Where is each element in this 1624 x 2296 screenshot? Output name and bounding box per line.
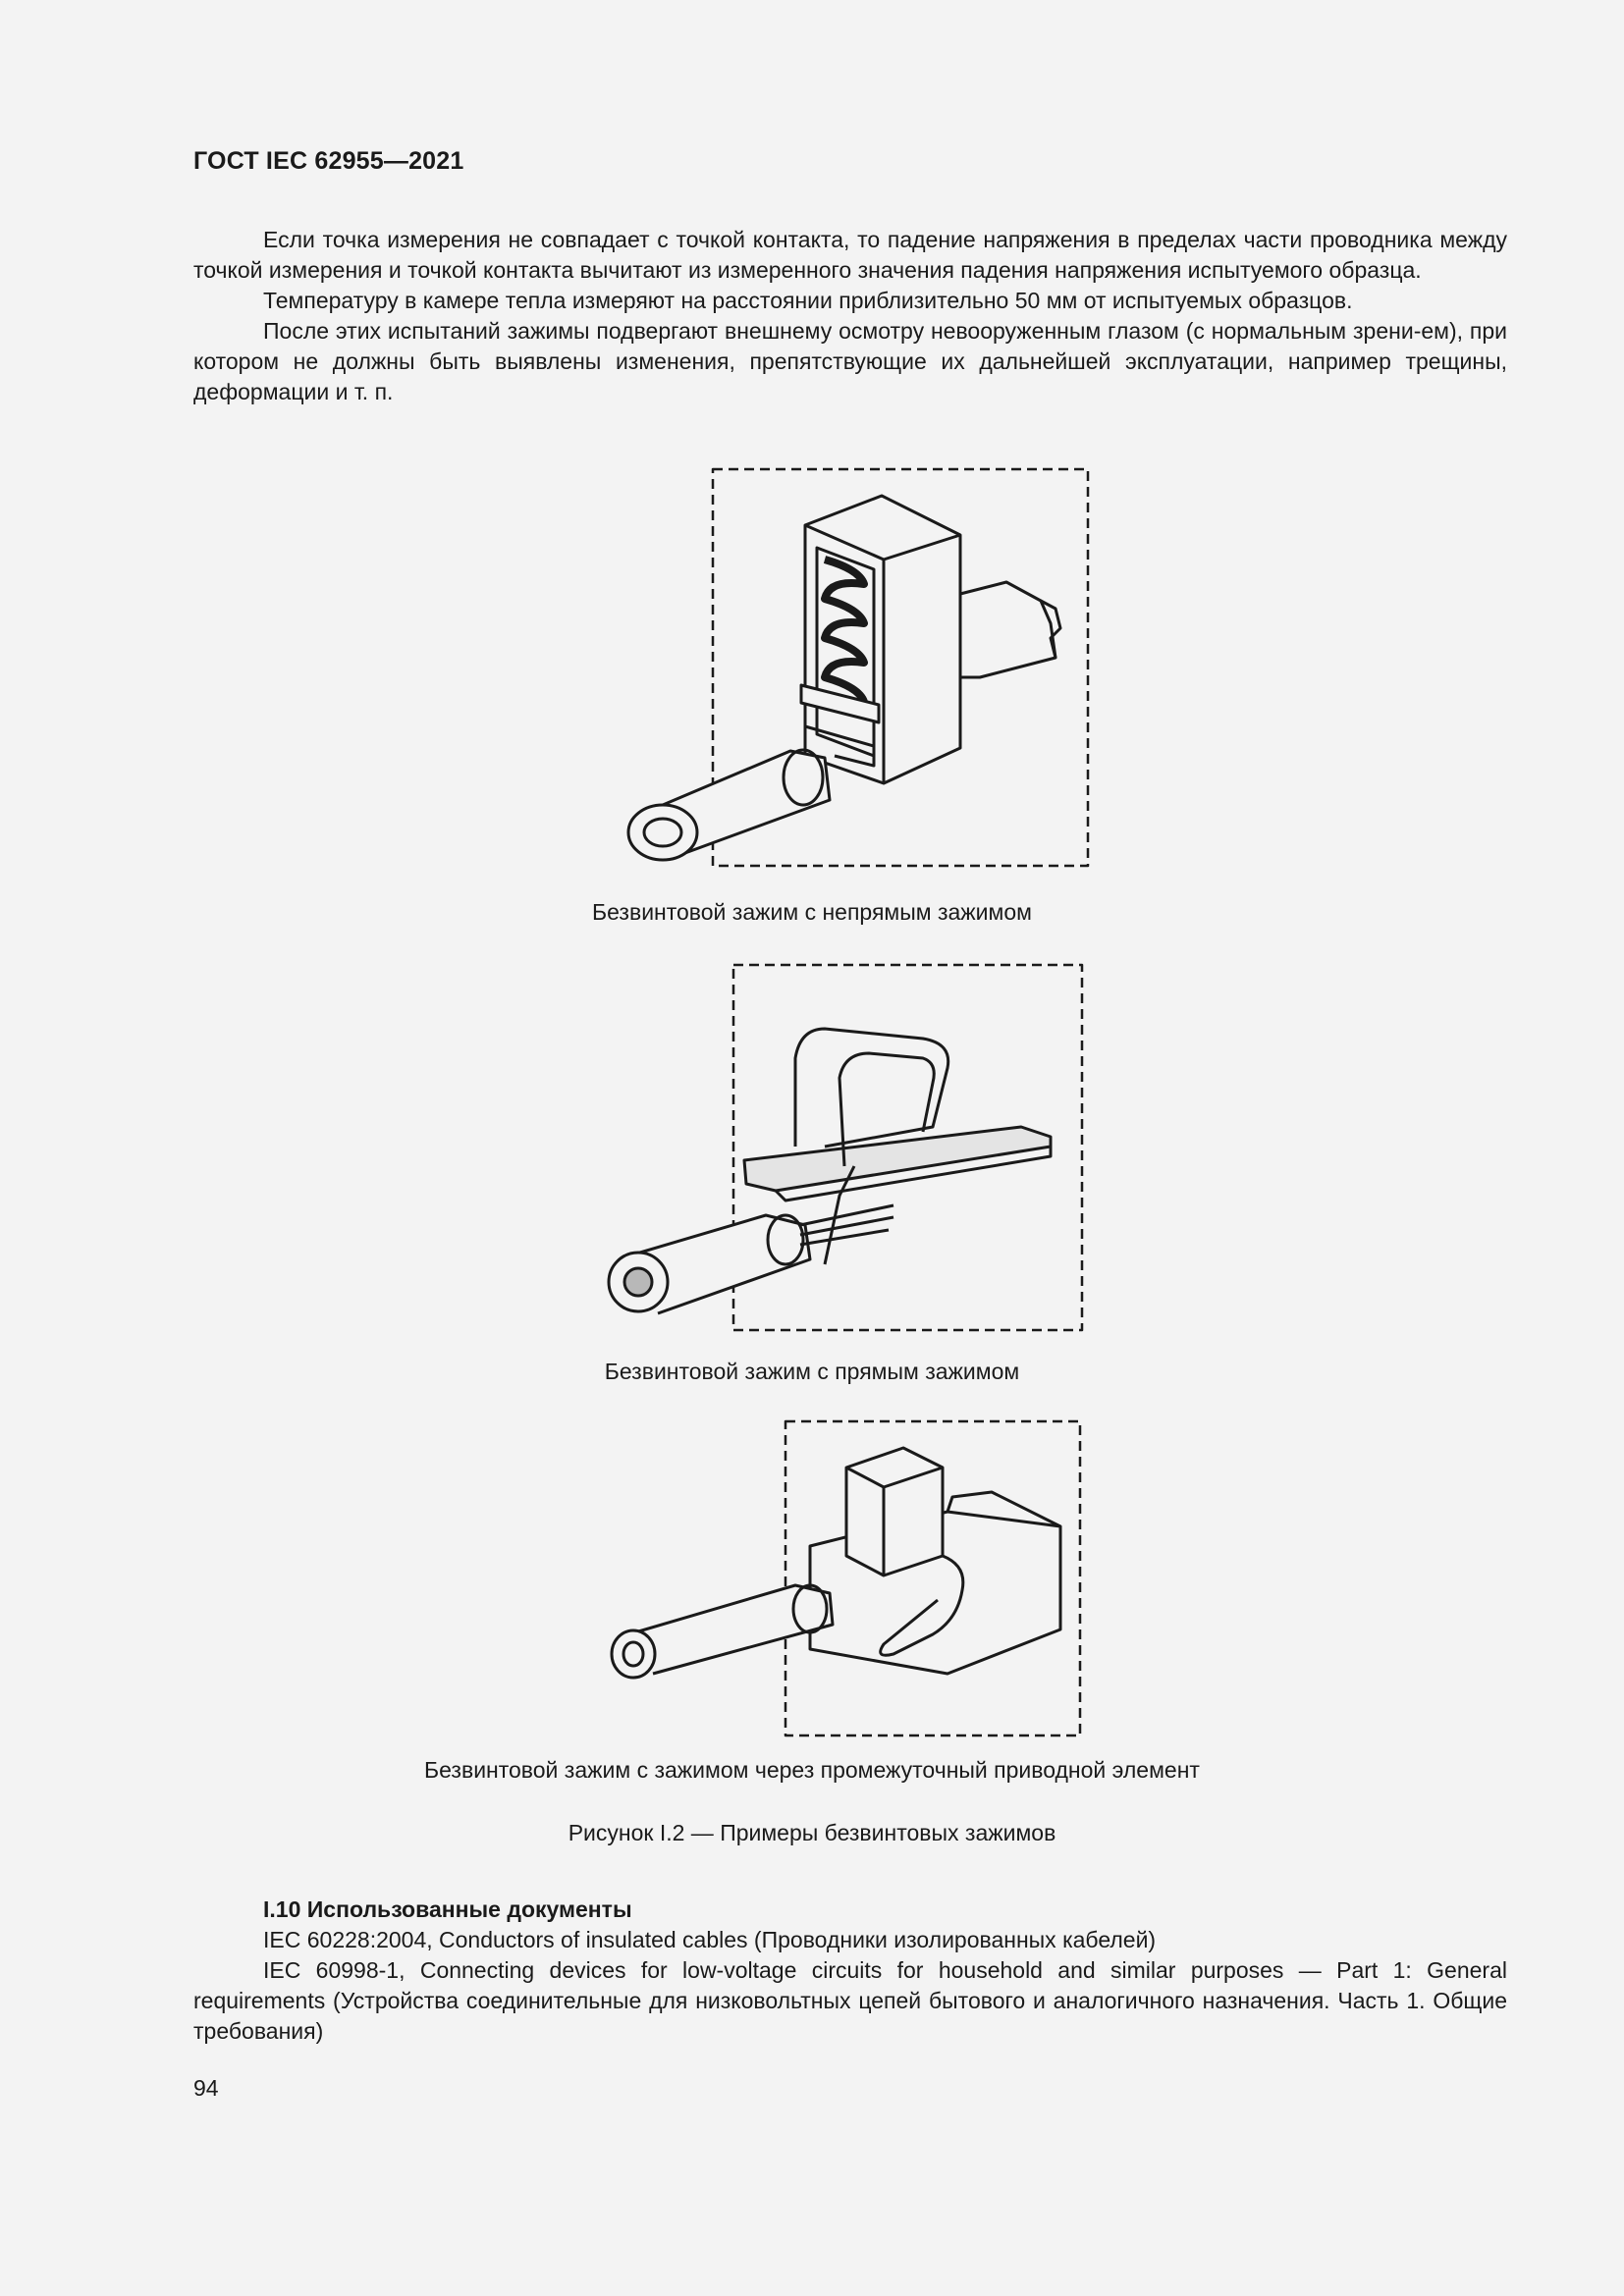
section-title: I.10 Использованные документы [263, 1896, 632, 1922]
intro-text [193, 225, 1507, 407]
references-section [193, 1895, 1507, 2047]
paragraph: Если точка измерения не совпадает с точкой контакта, то падение напряжения в пределах части проводника между точкой измерения и точкой контакта вычитают из измеренного значения падения напряжения испытуемого образца. [193, 227, 1507, 283]
intermediate-clamp-drawing [599, 1418, 1090, 1742]
page-number: 94 [193, 2075, 219, 2101]
figure-caption: Безвинтовой зажим с прямым зажимом [604, 1359, 1020, 1384]
paragraph: Температуру в камере тепла измеряют на расстоянии приблизительно 50 мм от испытуемых образцов. [263, 288, 1353, 313]
indirect-clamp-drawing [609, 461, 1100, 874]
figure-caption: Безвинтовой зажим с зажимом через промежуточный приводной элемент [424, 1757, 1200, 1783]
reference-item: IEC 60228:2004, Conductors of insulated cables (Проводники изолированных кабелей) [263, 1927, 1157, 1952]
figure-direct-clamp [599, 960, 1090, 1333]
direct-clamp-drawing [599, 960, 1090, 1333]
figure-indirect-clamp [609, 461, 1100, 874]
reference-item: IEC 60998-1, Connecting devices for low-voltage circuits for household and similar purposes — Part 1: General requirements (Устройства соединительные для низковольтных цепей бытового и аналогичного назначения. Часть 1. Общие требования) [193, 1957, 1507, 2044]
document-header: ГОСТ IEC 62955—2021 [193, 147, 464, 175]
figure-intermediate-clamp [599, 1418, 1090, 1742]
figure-caption: Безвинтовой зажим с непрямым зажимом [592, 899, 1032, 925]
figure-title: Рисунок I.2 — Примеры безвинтовых зажимов [568, 1820, 1056, 1845]
paragraph: После этих испытаний зажимы подвергают внешнему осмотру невооруженным глазом (с нормальным зрени-ем), при котором не должны быть выявлены изменения, препятствующие их дальнейшей эксплуатации, например трещины, деформации и т. п. [193, 318, 1507, 404]
